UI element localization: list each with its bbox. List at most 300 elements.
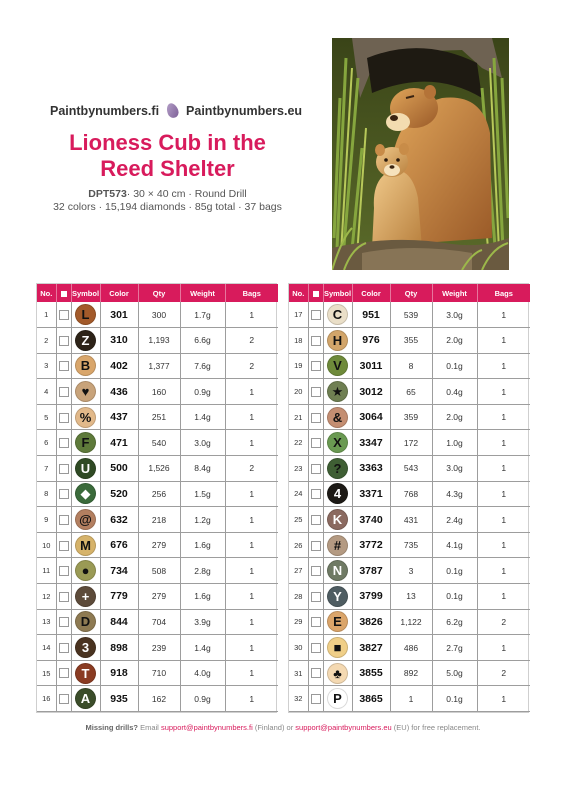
row-check-cell	[56, 328, 71, 354]
row-number: 11	[37, 558, 56, 584]
bags-cell: 1	[225, 507, 278, 533]
table-row	[289, 635, 530, 661]
bags-cell: 1	[477, 507, 530, 533]
weight-cell: 0.9g	[180, 686, 225, 712]
table-row	[289, 558, 530, 584]
table-row	[37, 558, 278, 584]
brand-fi: Paintbynumbers.fi	[50, 103, 160, 118]
row-checkbox[interactable]	[311, 413, 321, 423]
row-symbol-cell	[323, 302, 352, 328]
color-code: 676	[100, 532, 138, 558]
weight-cell: 2.0g	[432, 328, 477, 354]
table-row	[37, 456, 278, 482]
row-symbol-cell	[323, 584, 352, 610]
table-row	[289, 584, 530, 610]
row-checkbox[interactable]	[59, 515, 69, 525]
symbol-swatch: T	[75, 663, 96, 684]
weight-cell: 6.2g	[432, 609, 477, 635]
color-code: 3363	[352, 456, 390, 482]
symbol-swatch: &	[327, 407, 348, 428]
row-symbol-cell	[71, 353, 100, 379]
row-checkbox[interactable]	[311, 438, 321, 448]
row-checkbox[interactable]	[59, 310, 69, 320]
row-number: 18	[289, 328, 308, 354]
color-code: 779	[100, 584, 138, 610]
weight-cell: 1.6g	[180, 532, 225, 558]
weight-cell: 0.1g	[432, 558, 477, 584]
table-row	[37, 609, 278, 635]
col-header-color: Color	[352, 284, 390, 302]
row-checkbox[interactable]	[311, 668, 321, 678]
row-number: 16	[37, 686, 56, 712]
table-row	[37, 532, 278, 558]
row-check-cell	[308, 558, 323, 584]
row-number: 26	[289, 532, 308, 558]
row-symbol-cell	[71, 379, 100, 405]
weight-cell: 2.8g	[180, 558, 225, 584]
color-code: 3826	[352, 609, 390, 635]
symbol-swatch: A	[75, 688, 96, 709]
col-header-check	[56, 284, 71, 302]
table-row	[289, 379, 530, 405]
weight-cell: 4.3g	[432, 481, 477, 507]
row-number: 24	[289, 481, 308, 507]
row-checkbox[interactable]	[59, 387, 69, 397]
weight-cell: 6.6g	[180, 328, 225, 354]
symbol-swatch: N	[327, 560, 348, 581]
row-number: 29	[289, 609, 308, 635]
title-line-2: Reed Shelter	[100, 156, 235, 181]
color-code: 734	[100, 558, 138, 584]
weight-cell: 2.7g	[432, 635, 477, 661]
table-row	[289, 302, 530, 328]
qty-cell: 172	[390, 430, 432, 456]
symbol-swatch: ■	[327, 637, 348, 658]
row-checkbox[interactable]	[59, 617, 69, 627]
color-code: 301	[100, 302, 138, 328]
row-check-cell	[56, 456, 71, 482]
bags-cell: 1	[477, 558, 530, 584]
weight-cell: 4.1g	[432, 532, 477, 558]
qty-cell: 65	[390, 379, 432, 405]
weight-cell: 2.4g	[432, 507, 477, 533]
row-number: 9	[37, 507, 56, 533]
bags-cell: 1	[225, 532, 278, 558]
color-code: 3347	[352, 430, 390, 456]
row-number: 27	[289, 558, 308, 584]
symbol-swatch: D	[75, 611, 96, 632]
table-row	[37, 430, 278, 456]
color-code: 3012	[352, 379, 390, 405]
weight-cell: 0.1g	[432, 686, 477, 712]
qty-cell: 431	[390, 507, 432, 533]
qty-cell: 540	[138, 430, 180, 456]
weight-cell: 3.0g	[180, 430, 225, 456]
row-symbol-cell	[71, 404, 100, 430]
qty-cell: 1,526	[138, 456, 180, 482]
row-symbol-cell	[323, 532, 352, 558]
row-checkbox[interactable]	[311, 515, 321, 525]
row-check-cell	[56, 532, 71, 558]
bags-cell: 1	[477, 456, 530, 482]
footer-text-3: (EU) for free replacement.	[391, 723, 481, 732]
row-number: 3	[37, 353, 56, 379]
weight-cell: 1.2g	[180, 507, 225, 533]
table-row	[289, 404, 530, 430]
qty-cell: 279	[138, 532, 180, 558]
row-checkbox[interactable]	[59, 592, 69, 602]
row-symbol-cell	[71, 660, 100, 686]
symbol-swatch: E	[327, 611, 348, 632]
brand-row	[50, 103, 302, 118]
bags-cell: 1	[477, 302, 530, 328]
row-check-cell	[56, 558, 71, 584]
row-symbol-cell	[71, 328, 100, 354]
weight-cell: 1.7g	[180, 302, 225, 328]
row-checkbox[interactable]	[311, 694, 321, 704]
qty-cell: 704	[138, 609, 180, 635]
symbol-swatch: #	[327, 535, 348, 556]
weight-cell: 1.5g	[180, 481, 225, 507]
row-checkbox[interactable]	[59, 643, 69, 653]
row-checkbox[interactable]	[311, 310, 321, 320]
table-row	[37, 481, 278, 507]
row-check-cell	[56, 660, 71, 686]
table-body-left	[37, 302, 278, 712]
qty-cell: 1,193	[138, 328, 180, 354]
col-header-check	[308, 284, 323, 302]
symbol-swatch: X	[327, 432, 348, 453]
color-code: 3799	[352, 584, 390, 610]
row-check-cell	[308, 353, 323, 379]
row-check-cell	[56, 686, 71, 712]
row-checkbox[interactable]	[59, 336, 69, 346]
row-check-cell	[56, 430, 71, 456]
bags-cell: 1	[225, 379, 278, 405]
qty-cell: 3	[390, 558, 432, 584]
row-checkbox[interactable]	[311, 336, 321, 346]
weight-cell: 5.0g	[432, 660, 477, 686]
row-number: 8	[37, 481, 56, 507]
col-header-weight: Weight	[432, 284, 477, 302]
table-row	[37, 660, 278, 686]
row-check-cell	[56, 507, 71, 533]
row-check-cell	[308, 302, 323, 328]
weight-cell: 2.0g	[432, 404, 477, 430]
bags-cell: 1	[477, 353, 530, 379]
color-code: 3865	[352, 686, 390, 712]
row-symbol-cell	[71, 584, 100, 610]
col-header-no: No.	[37, 284, 56, 302]
row-symbol-cell	[323, 558, 352, 584]
product-size: · 30 × 40 cm · Round Drill	[126, 188, 247, 200]
footer-lead: Missing drills?	[85, 723, 139, 732]
checkbox-header-icon	[61, 291, 67, 297]
page-title	[40, 130, 295, 182]
row-number: 31	[289, 660, 308, 686]
color-code: 3827	[352, 635, 390, 661]
row-number: 22	[289, 430, 308, 456]
brand-eu: Paintbynumbers.eu	[186, 103, 303, 118]
row-check-cell	[308, 404, 323, 430]
row-check-cell	[308, 635, 323, 661]
qty-cell: 710	[138, 660, 180, 686]
qty-cell: 486	[390, 635, 432, 661]
qty-cell: 539	[390, 302, 432, 328]
weight-cell: 0.1g	[432, 584, 477, 610]
color-code: 402	[100, 353, 138, 379]
symbol-swatch: +	[75, 586, 96, 607]
bags-cell: 2	[225, 456, 278, 482]
symbol-swatch: @	[75, 509, 96, 530]
row-number: 6	[37, 430, 56, 456]
bags-cell: 2	[477, 609, 530, 635]
symbol-swatch: ♥	[75, 381, 96, 402]
symbol-swatch: H	[327, 330, 348, 351]
row-check-cell	[308, 507, 323, 533]
row-symbol-cell	[323, 379, 352, 405]
color-code: 3740	[352, 507, 390, 533]
row-checkbox[interactable]	[311, 566, 321, 576]
qty-cell: 735	[390, 532, 432, 558]
color-table-right	[288, 283, 529, 713]
row-symbol-cell	[323, 404, 352, 430]
weight-cell: 3.9g	[180, 609, 225, 635]
row-number: 4	[37, 379, 56, 405]
table-row	[37, 404, 278, 430]
checkbox-header-icon	[313, 291, 319, 297]
color-code: 3371	[352, 481, 390, 507]
product-stats: 32 colors · 15,194 diamonds · 85g total · 37 bags	[53, 201, 282, 213]
qty-cell: 1,377	[138, 353, 180, 379]
qty-cell: 543	[390, 456, 432, 482]
row-number: 2	[37, 328, 56, 354]
color-code: 3011	[352, 353, 390, 379]
row-check-cell	[308, 456, 323, 482]
row-number: 14	[37, 635, 56, 661]
bags-cell: 1	[225, 584, 278, 610]
email-link-fi[interactable]: support@paintbynumbers.fi	[160, 723, 253, 732]
table-row	[289, 353, 530, 379]
weight-cell: 0.9g	[180, 379, 225, 405]
row-number: 7	[37, 456, 56, 482]
qty-cell: 162	[138, 686, 180, 712]
color-code: 3787	[352, 558, 390, 584]
symbol-swatch: L	[75, 304, 96, 325]
qty-cell: 218	[138, 507, 180, 533]
row-checkbox[interactable]	[59, 489, 69, 499]
table-row	[289, 328, 530, 354]
row-checkbox[interactable]	[311, 617, 321, 627]
row-symbol-cell	[323, 328, 352, 354]
qty-cell: 239	[138, 635, 180, 661]
symbol-swatch: ●	[75, 560, 96, 581]
row-number: 12	[37, 584, 56, 610]
row-number: 23	[289, 456, 308, 482]
row-checkbox[interactable]	[59, 464, 69, 474]
color-code: 520	[100, 481, 138, 507]
table-body-right	[289, 302, 530, 712]
row-check-cell	[308, 328, 323, 354]
qty-cell: 8	[390, 353, 432, 379]
symbol-swatch: ★	[327, 381, 348, 402]
row-checkbox[interactable]	[59, 361, 69, 371]
symbol-swatch: M	[75, 535, 96, 556]
row-check-cell	[308, 379, 323, 405]
table-row	[289, 686, 530, 712]
row-checkbox[interactable]	[59, 668, 69, 678]
qty-cell: 892	[390, 660, 432, 686]
bags-cell: 1	[225, 609, 278, 635]
table-row	[37, 635, 278, 661]
weight-cell: 7.6g	[180, 353, 225, 379]
row-number: 20	[289, 379, 308, 405]
row-checkbox[interactable]	[59, 438, 69, 448]
color-code: 918	[100, 660, 138, 686]
row-symbol-cell	[71, 481, 100, 507]
row-check-cell	[56, 584, 71, 610]
qty-cell: 13	[390, 584, 432, 610]
row-check-cell	[308, 584, 323, 610]
row-checkbox[interactable]	[311, 464, 321, 474]
row-symbol-cell	[71, 686, 100, 712]
table-row	[289, 660, 530, 686]
table-row	[37, 302, 278, 328]
col-header-symbol: Symbol	[323, 284, 352, 302]
symbol-swatch: C	[327, 304, 348, 325]
qty-cell: 160	[138, 379, 180, 405]
color-code: 935	[100, 686, 138, 712]
symbol-swatch: B	[75, 355, 96, 376]
row-number: 1	[37, 302, 56, 328]
row-number: 10	[37, 532, 56, 558]
col-header-qty: Qty	[138, 284, 180, 302]
table-row	[37, 507, 278, 533]
row-check-cell	[56, 404, 71, 430]
row-symbol-cell	[323, 430, 352, 456]
qty-cell: 300	[138, 302, 180, 328]
row-symbol-cell	[323, 507, 352, 533]
weight-cell: 1.4g	[180, 404, 225, 430]
symbol-swatch: U	[75, 458, 96, 479]
product-specs	[30, 188, 305, 200]
row-symbol-cell	[71, 302, 100, 328]
email-link-eu[interactable]: support@paintbynumbers.eu	[295, 723, 392, 732]
bags-cell: 1	[225, 404, 278, 430]
bags-cell: 1	[225, 660, 278, 686]
qty-cell: 355	[390, 328, 432, 354]
row-symbol-cell	[323, 353, 352, 379]
row-check-cell	[308, 532, 323, 558]
bags-cell: 1	[477, 404, 530, 430]
row-check-cell	[56, 302, 71, 328]
col-header-no: No.	[289, 284, 308, 302]
bags-cell: 1	[225, 302, 278, 328]
color-code: 951	[352, 302, 390, 328]
table-row	[289, 532, 530, 558]
qty-cell: 251	[138, 404, 180, 430]
color-code: 844	[100, 609, 138, 635]
symbol-swatch: P	[327, 688, 348, 709]
bags-cell: 1	[225, 430, 278, 456]
bags-cell: 1	[225, 635, 278, 661]
table-header-row	[289, 284, 530, 302]
symbol-swatch: %	[75, 407, 96, 428]
table-row	[37, 379, 278, 405]
row-symbol-cell	[323, 660, 352, 686]
weight-cell: 4.0g	[180, 660, 225, 686]
weight-cell: 8.4g	[180, 456, 225, 482]
color-code: 976	[352, 328, 390, 354]
symbol-swatch: ♣	[327, 663, 348, 684]
row-symbol-cell	[71, 558, 100, 584]
footer-text-1: Email	[138, 723, 161, 732]
bags-cell: 1	[477, 379, 530, 405]
row-check-cell	[56, 609, 71, 635]
row-number: 28	[289, 584, 308, 610]
bags-cell: 1	[477, 635, 530, 661]
row-check-cell	[56, 481, 71, 507]
row-symbol-cell	[71, 532, 100, 558]
bags-cell: 2	[477, 660, 530, 686]
row-checkbox[interactable]	[59, 566, 69, 576]
qty-cell: 359	[390, 404, 432, 430]
row-checkbox[interactable]	[59, 413, 69, 423]
qty-cell: 256	[138, 481, 180, 507]
row-checkbox[interactable]	[311, 541, 321, 551]
weight-cell: 3.0g	[432, 302, 477, 328]
table-row	[37, 328, 278, 354]
row-checkbox[interactable]	[311, 489, 321, 499]
symbol-swatch: V	[327, 355, 348, 376]
row-check-cell	[308, 609, 323, 635]
table-row	[289, 430, 530, 456]
row-checkbox[interactable]	[311, 592, 321, 602]
color-code: 471	[100, 430, 138, 456]
row-checkbox[interactable]	[311, 387, 321, 397]
row-checkbox[interactable]	[311, 643, 321, 653]
symbol-swatch: ?	[327, 458, 348, 479]
color-code: 436	[100, 379, 138, 405]
bags-cell: 1	[477, 328, 530, 354]
row-symbol-cell	[323, 456, 352, 482]
color-code: 898	[100, 635, 138, 661]
qty-cell: 768	[390, 481, 432, 507]
row-symbol-cell	[71, 609, 100, 635]
row-checkbox[interactable]	[59, 541, 69, 551]
row-check-cell	[308, 481, 323, 507]
row-check-cell	[308, 430, 323, 456]
row-symbol-cell	[71, 635, 100, 661]
weight-cell: 3.0g	[432, 456, 477, 482]
row-check-cell	[56, 353, 71, 379]
bags-cell: 1	[225, 686, 278, 712]
row-number: 15	[37, 660, 56, 686]
row-checkbox[interactable]	[59, 694, 69, 704]
bags-cell: 2	[225, 328, 278, 354]
table-row	[289, 481, 530, 507]
footer-text-2: (Finland) or	[252, 723, 296, 732]
bags-cell: 1	[477, 584, 530, 610]
row-check-cell	[56, 635, 71, 661]
row-check-cell	[308, 686, 323, 712]
row-number: 21	[289, 404, 308, 430]
bags-cell: 2	[225, 353, 278, 379]
weight-cell: 1.4g	[180, 635, 225, 661]
row-symbol-cell	[71, 456, 100, 482]
color-code: 3855	[352, 660, 390, 686]
row-checkbox[interactable]	[311, 361, 321, 371]
